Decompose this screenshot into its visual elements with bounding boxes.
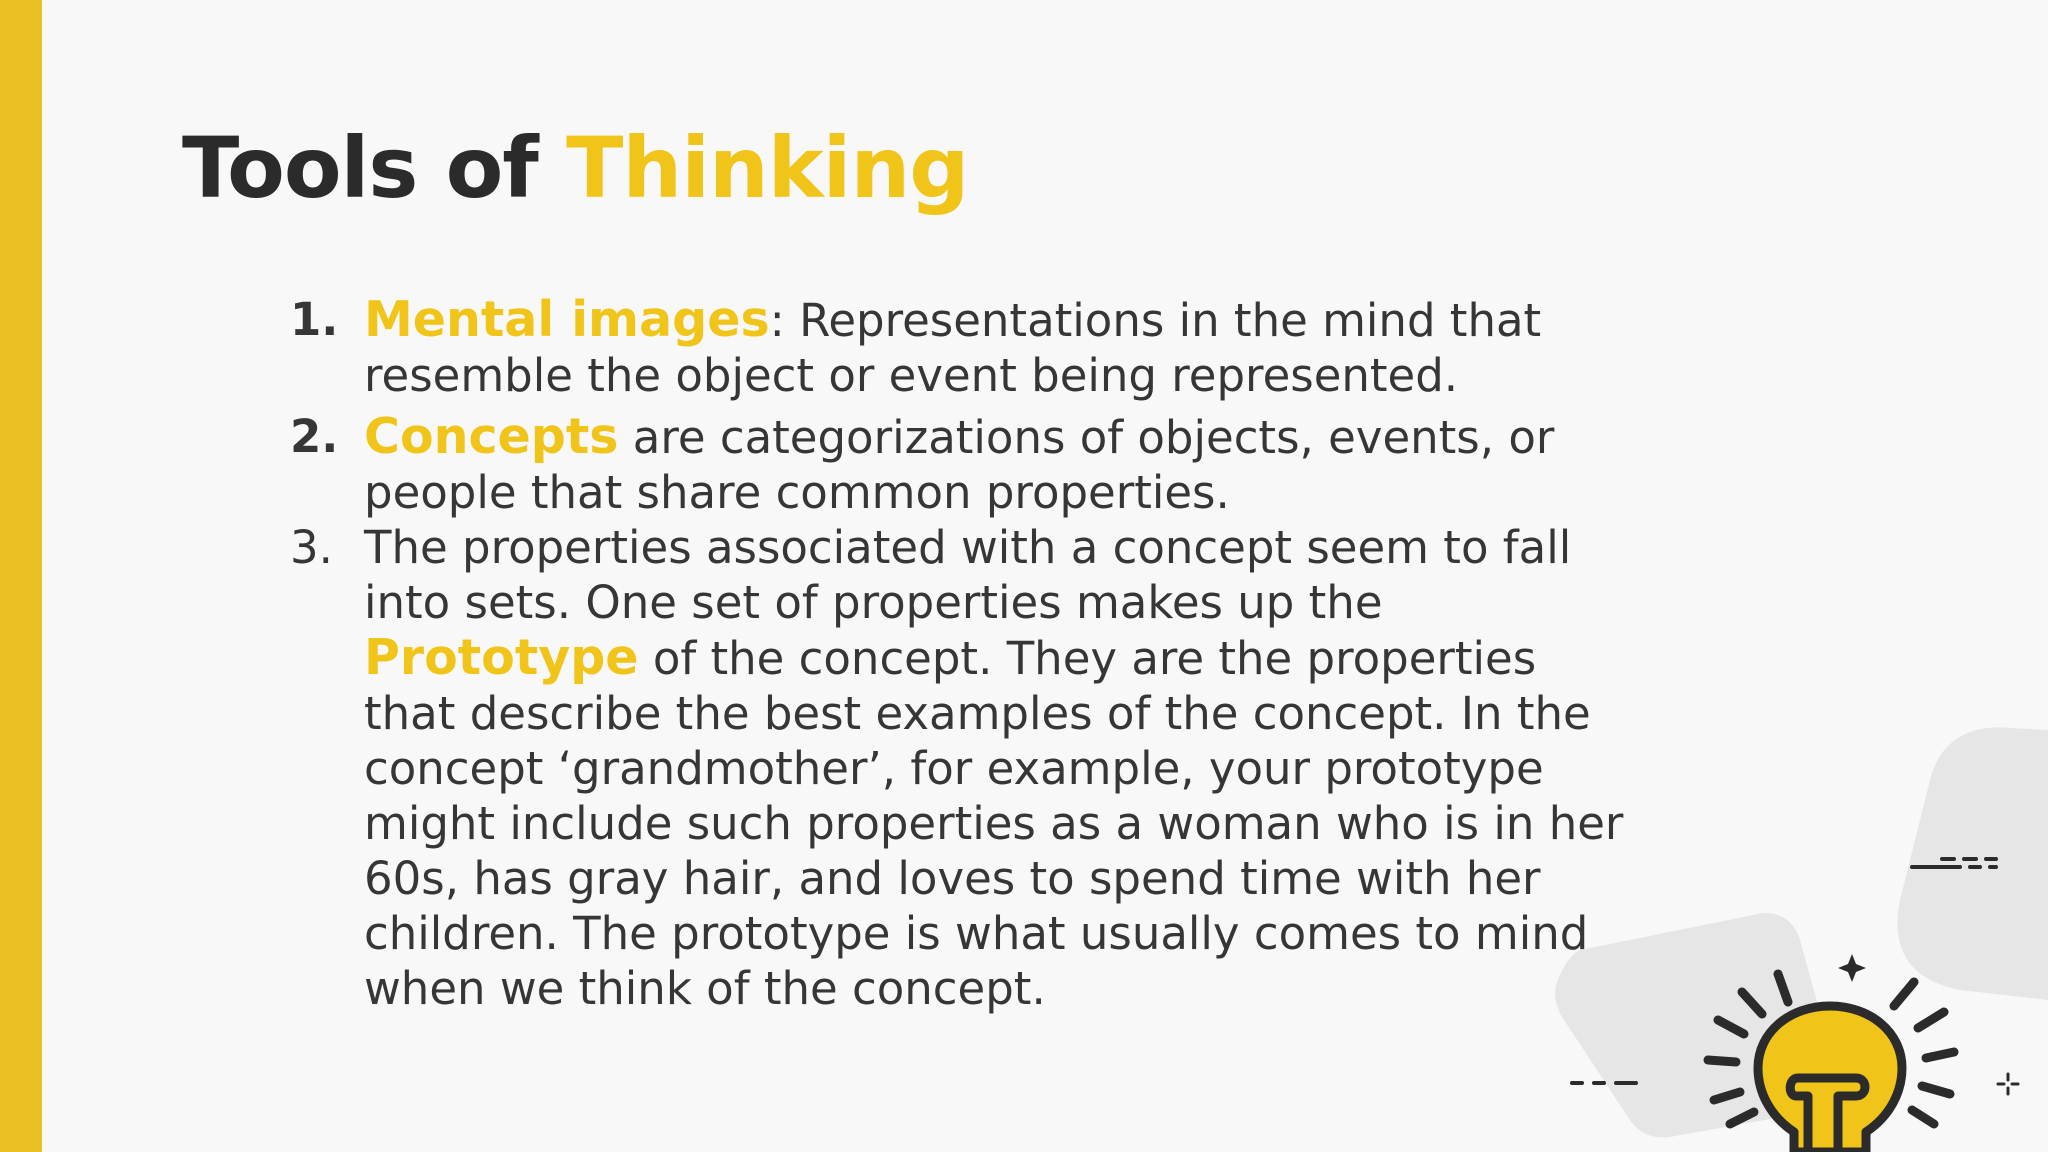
background-blob-right <box>1898 727 2048 1000</box>
numbered-list <box>290 292 1630 1016</box>
item-text <box>364 520 1630 1016</box>
item-number: 2. <box>290 410 339 463</box>
term-prototype: Prototype <box>364 629 639 686</box>
term-concepts: Concepts <box>364 408 619 465</box>
sparkle-right <box>1998 1074 2018 1094</box>
item-text <box>364 292 1630 403</box>
title-text: Tools of <box>182 119 567 217</box>
title-highlight: Thinking <box>566 119 969 217</box>
item-number: 1. <box>290 293 339 346</box>
prototype-text-before: The properties associated with a concept seem to fall into sets. One set of properties makes up the <box>364 521 1572 629</box>
definition-concepts: are categorizations of objects, events, or people that share common properties. <box>364 411 1555 519</box>
left-accent-bar <box>0 0 42 1152</box>
term-mental-images: Mental images <box>364 291 770 348</box>
list-item-prototype <box>290 520 1630 1016</box>
sparkle-top <box>1838 954 1866 982</box>
item-text <box>364 409 1630 520</box>
definition-mental-images: : Representations in the mind that resemble the object or event being represented. <box>364 294 1542 402</box>
list-item-mental-images <box>290 292 1630 403</box>
list-item-concepts <box>290 409 1630 520</box>
item-number: 3. <box>290 521 333 574</box>
slide-title <box>182 118 968 219</box>
prototype-text-after: of the concept. They are the properties that describe the best examples of the concept. In the concept ‘grandmother’, for example, your prototype might include such properties as a woman who is in her 60s, has gray hair, and loves to spend time with her children. The prototype is what usually comes to mind when we think of the concept. <box>364 632 1624 1015</box>
lightbulb-decoration <box>1540 720 2048 1152</box>
